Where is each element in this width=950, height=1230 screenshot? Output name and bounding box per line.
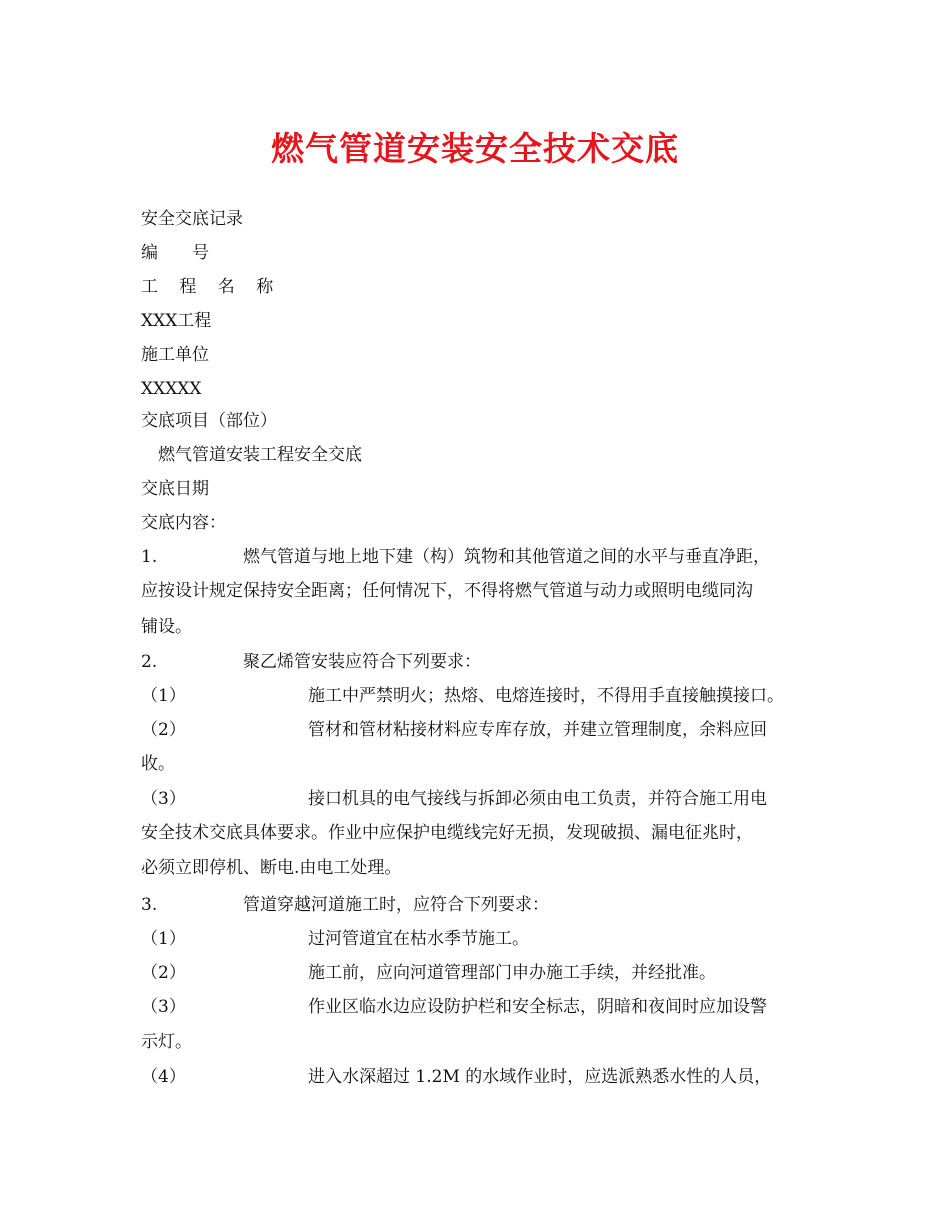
item-number: （1）: [141, 686, 186, 706]
item-text: 过河管道宜在枯水季节施工。: [308, 929, 529, 949]
record-title: 安全交底记录: [141, 209, 243, 229]
item-text: 进入水深超过 1.2M 的水域作业时，应选派熟悉水性的人员，: [308, 1067, 772, 1087]
item-number: （2）: [141, 963, 186, 983]
item-number: （2）: [141, 720, 186, 740]
contractor-label: 施工单位: [141, 345, 209, 365]
section-text: 聚乙烯管安装应符合下列要求：: [243, 652, 481, 672]
item-text: 收。: [141, 754, 175, 774]
number-label: 编 号: [141, 243, 209, 263]
item-text: 接口机具的电气接线与拆卸必须由电工负责，并符合施工用电: [308, 789, 767, 809]
item-label: 交底项目（部位）: [141, 411, 277, 431]
section-number: 2.: [141, 652, 158, 672]
item-text: 安全技术交底具体要求。作业中应保护电缆线完好无损，发现破损、漏电征兆时，: [141, 823, 753, 843]
section-text: 燃气管道与地上地下建（构）筑物和其他管道之间的水平与垂直净距，: [243, 547, 770, 567]
document-title: 燃气管道安装安全技术交底: [271, 129, 679, 168]
item-number: （1）: [141, 929, 186, 949]
item-value: 燃气管道安装工程安全交底: [158, 445, 362, 465]
item-number: （3）: [141, 997, 186, 1017]
project-name-label: 工 程 名 称: [141, 277, 282, 297]
item-text: 施工前，应向河道管理部门申办施工手续，并经批准。: [308, 963, 716, 983]
item-text: 示灯。: [141, 1032, 192, 1052]
section-text: 应按设计规定保持安全距离；任何情况下，不得将燃气管道与动力或照明电缆同沟: [141, 581, 753, 601]
contractor-value: XXXXX: [141, 379, 202, 399]
section-text: 铺设。: [141, 617, 192, 637]
section-text: 管道穿越河道施工时，应符合下列要求：: [243, 895, 549, 915]
date-label: 交底日期: [141, 479, 209, 499]
item-text: 作业区临水边应设防护栏和安全标志，阴暗和夜间时应加设警: [308, 997, 767, 1017]
project-name-value: XXX工程: [141, 311, 212, 331]
item-number: （4）: [141, 1067, 186, 1087]
section-number: 1.: [141, 547, 158, 567]
item-text: 施工中严禁明火；热熔、电熔连接时，不得用手直接触摸接口。: [308, 686, 784, 706]
item-text: 必须立即停机、断电.由电工处理。: [141, 858, 402, 878]
item-number: （3）: [141, 789, 186, 809]
content-label: 交底内容：: [141, 513, 226, 533]
section-number: 3.: [141, 895, 158, 915]
item-text: 管材和管材粘接材料应专库存放，并建立管理制度，余料应回: [308, 720, 767, 740]
